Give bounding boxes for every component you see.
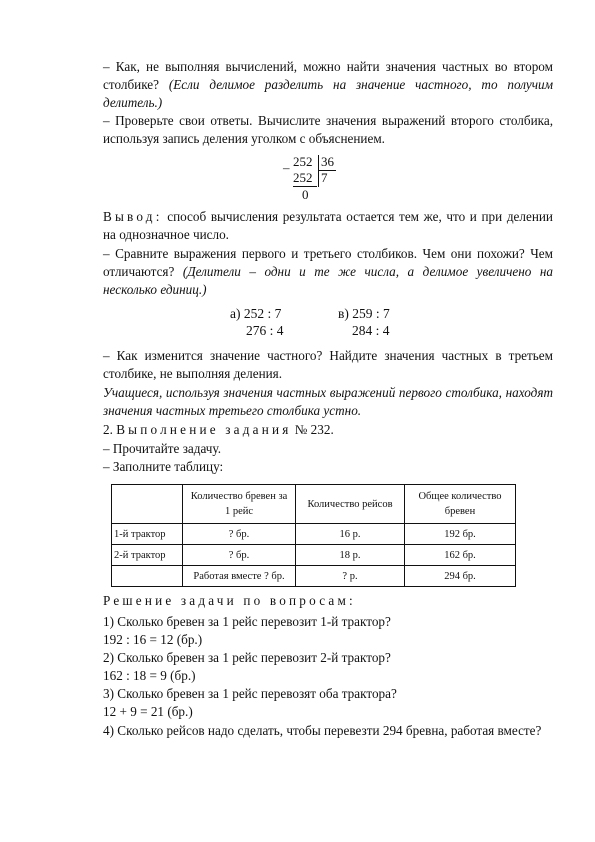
table-cell [112, 566, 183, 587]
change-paragraph: – Как изменится значение частного? Найдите значения частных в третьем столбике, не выполняя деления. [103, 348, 553, 381]
conclusion-paragraph [103, 208, 553, 244]
instruction-paragraph: – Проверьте свои ответы. Вычислите значения выражений второго столбика, используя запись деления уголком с объяснением. [103, 113, 553, 146]
expression-a2: 276 : 4 [246, 323, 284, 338]
task-number-ref: № 232. [291, 422, 334, 437]
table-cell: 1-й трактор [112, 524, 183, 545]
task-number: 2. [103, 422, 117, 437]
conclusion-text: способ вычисления результата остается тем же, что и при делении на однозначное число. [103, 209, 553, 242]
read-instruction: – Прочитайте задачу. [103, 441, 221, 456]
answer-3: 12 + 9 = 21 (бр.) [103, 704, 193, 719]
table-header-cell: Общее количество бревен [405, 485, 516, 524]
table-cell: 192 бр. [405, 524, 516, 545]
table-cell: 2-й трактор [112, 545, 183, 566]
answer-2: 162 : 18 = 9 (бр.) [103, 668, 196, 683]
compare-hint: (Делители – одни и те же числа, а делимое увеличено на несколько единиц.) [103, 264, 553, 297]
long-division [283, 154, 343, 204]
task-heading [103, 421, 553, 439]
divisor: 36 [321, 154, 334, 169]
quotient: 7 [321, 170, 328, 185]
dividend: 252 [293, 154, 313, 169]
students-paragraph: Учащиеся, используя значения частных выражений первого столбика, находят значения частных третьего столбика устно. [103, 385, 553, 418]
answer-1: 192 : 16 = 12 (бр.) [103, 632, 203, 647]
table-cell: 294 бр. [405, 566, 516, 587]
table-cell: 162 бр. [405, 545, 516, 566]
question-4: 4) Сколько рейсов надо сделать, чтобы перевезти 294 бревна, работая вместе? [103, 723, 542, 738]
expression-b1: в) 259 : 7 [338, 306, 390, 321]
question-text: – Как, не выполняя вычислений, можно найти значения частных во втором столбике? [103, 59, 553, 92]
table-cell: 16 р. [296, 524, 405, 545]
compare-text: – Сравните выражения первого и третьего столбиков. Чем они похожи? Чем отличаются? [103, 246, 553, 279]
question-1: 1) Сколько бревен за 1 рейс перевозит 1-й трактор? [103, 614, 391, 629]
question-3: 3) Сколько бревен за 1 рейс перевозят оба трактора? [103, 686, 397, 701]
compare-paragraph [103, 245, 553, 299]
remainder: 0 [302, 187, 309, 202]
data-table [111, 484, 516, 587]
table-cell: ? бр. [183, 524, 296, 545]
question-paragraph-1 [103, 58, 553, 112]
table-header-cell [112, 485, 183, 524]
task-spaced-text: Выполнение задания [116, 422, 292, 437]
conclusion-lead: Вывод: [103, 209, 163, 224]
expression-b2: 284 : 4 [352, 323, 390, 338]
table-cell: 18 р. [296, 545, 405, 566]
table-row [112, 545, 516, 566]
subtrahend: 252 [293, 170, 313, 185]
table-header-cell: Количество бревен за 1 рейс [183, 485, 296, 524]
minus-sign: – [283, 160, 290, 175]
table-header-cell: Количество рейсов [296, 485, 405, 524]
table-row [112, 524, 516, 545]
answer-hint: (Если делимое разделить на значение частного, то получим делитель.) [103, 77, 553, 110]
table-cell: ? бр. [183, 545, 296, 566]
solution-title: Решение задачи по вопросам: [103, 593, 356, 608]
question-2: 2) Сколько бревен за 1 рейс перевозит 2-й трактор? [103, 650, 391, 665]
table-row [112, 566, 516, 587]
vertical-line [318, 155, 319, 187]
table-cell: ? р. [296, 566, 405, 587]
table-header-row [112, 485, 516, 524]
table-cell: Работая вместе ? бр. [183, 566, 296, 587]
expression-a1: а) 252 : 7 [230, 306, 282, 321]
fill-instruction: – Заполните таблицу: [103, 459, 224, 474]
